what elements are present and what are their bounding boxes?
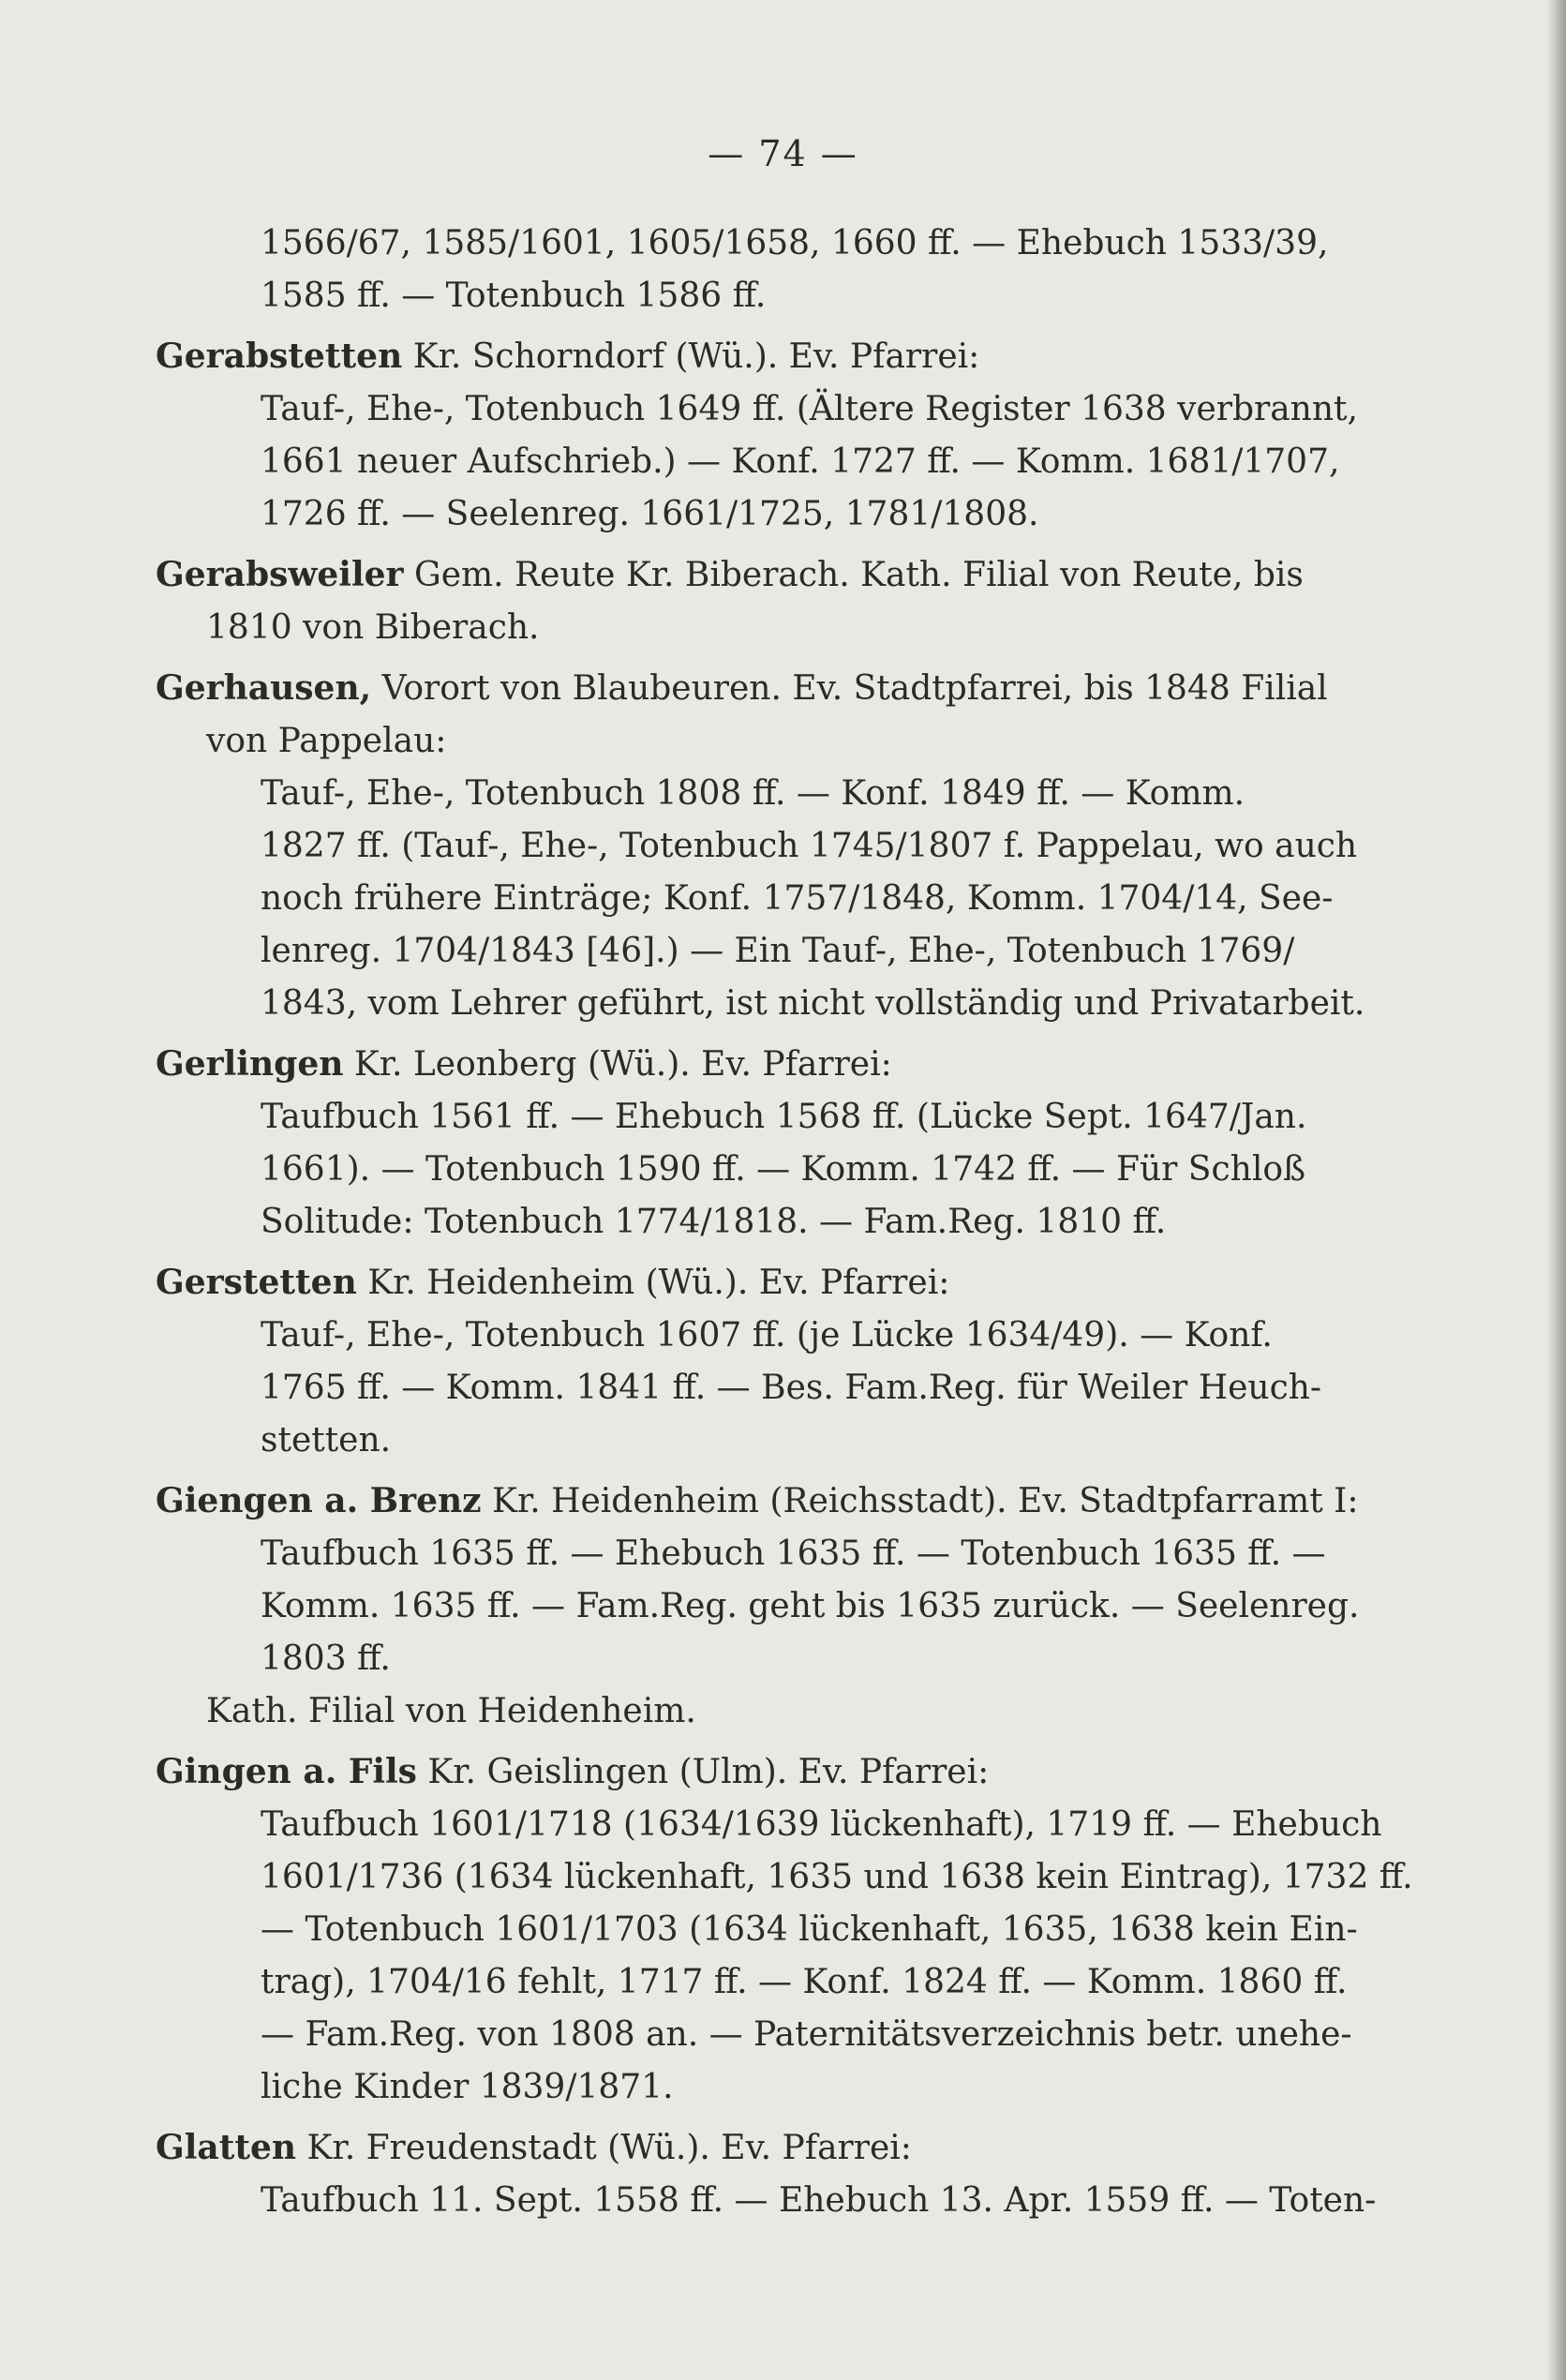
page-number: — 74 — bbox=[708, 133, 858, 174]
line-text: Gem. Reute Kr. Biberach. Kath. Filial von Reute, bis bbox=[413, 556, 1304, 594]
line-text: 1566/67, 1585/1601, 1605/1658, 1660 ff. — Ehebuch 1533/39, bbox=[261, 224, 1329, 262]
line-text: — Fam.Reg. von 1808 an. — Paternitätsverzeichnis betr. unehe- bbox=[261, 2015, 1352, 2054]
text-line bbox=[178, 1196, 1387, 1249]
place-name: Gingen a. Fils bbox=[156, 1752, 417, 1791]
line-text: 1585 ff. — Totenbuch 1586 ff. bbox=[261, 277, 767, 315]
line-text: 1827 ff. (Tauf-, Ehe-, Totenbuch 1745/1807 f. Pappelau, wo auch bbox=[261, 827, 1358, 865]
entry-heading-line bbox=[156, 662, 1387, 715]
text-line bbox=[178, 2175, 1387, 2227]
text-line bbox=[178, 873, 1387, 925]
place-name: Gerabsweiler bbox=[156, 555, 404, 594]
line-text: trag), 1704/16 fehlt, 1717 ff. — Konf. 1824 ff. — Komm. 1860 ff. bbox=[261, 1963, 1348, 2001]
line-text: Kr. Schorndorf (Wü.). Ev. Pfarrei: bbox=[412, 337, 980, 376]
line-text: 1661). — Totenbuch 1590 ff. — Komm. 1742 ff. — Für Schloß bbox=[261, 1150, 1306, 1189]
text-line bbox=[178, 488, 1387, 541]
text-line bbox=[178, 1685, 1387, 1738]
text-line bbox=[178, 1851, 1413, 1904]
text-line bbox=[178, 820, 1387, 873]
text-line bbox=[178, 1415, 1387, 1467]
place-name: Glatten bbox=[156, 2128, 297, 2167]
page-edge-shadow bbox=[1547, 0, 1566, 2380]
entry-heading-line bbox=[156, 548, 1387, 602]
line-text: 1601/1736 (1634 lückenhaft, 1635 und 1638 kein Eintrag), 1732 ff. bbox=[261, 1858, 1413, 1896]
line-text: Tauf-, Ehe-, Totenbuch 1649 ff. (Ältere Register 1638 verbrannt, bbox=[261, 390, 1358, 428]
line-text: 1803 ff. bbox=[261, 1639, 391, 1678]
line-text: Vorort von Blaubeuren. Ev. Stadtpfarrei, bis 1848 Filial bbox=[381, 669, 1328, 708]
line-text: Tauf-, Ehe-, Totenbuch 1808 ff. — Konf. 1849 ff. — Komm. bbox=[261, 774, 1245, 813]
line-text: Kr. Leonberg (Wü.). Ev. Pfarrei: bbox=[353, 1045, 892, 1084]
text-line bbox=[178, 217, 1387, 270]
text-line bbox=[178, 1904, 1387, 1956]
line-text: Kath. Filial von Heidenheim. bbox=[206, 1692, 696, 1730]
line-text: 1810 von Biberach. bbox=[206, 608, 540, 647]
line-text: Taufbuch 1635 ff. — Ehebuch 1635 ff. — Totenbuch 1635 ff. — bbox=[261, 1534, 1326, 1573]
text-line bbox=[178, 768, 1387, 820]
place-name: Giengen a. Brenz bbox=[156, 1481, 482, 1520]
text-line bbox=[178, 270, 1387, 322]
text-line bbox=[178, 1799, 1387, 1851]
line-text: von Pappelau: bbox=[206, 722, 447, 760]
text-line bbox=[178, 383, 1387, 436]
entry-heading-line bbox=[156, 330, 1387, 383]
entry-heading-line bbox=[156, 1038, 1387, 1091]
text-line bbox=[178, 436, 1387, 488]
entry-heading-line bbox=[156, 1256, 1387, 1310]
text-line bbox=[178, 1633, 1387, 1685]
place-name: Gerhausen, bbox=[156, 668, 372, 708]
text-line bbox=[178, 602, 1387, 654]
text-line bbox=[178, 1091, 1387, 1144]
text-line bbox=[178, 2061, 1387, 2114]
text-line bbox=[178, 2009, 1387, 2061]
text-line bbox=[178, 925, 1387, 978]
line-text: 1843, vom Lehrer geführt, ist nicht vollständig und Privatarbeit. bbox=[261, 984, 1365, 1023]
line-text: Kr. Heidenheim (Wü.). Ev. Pfarrei: bbox=[367, 1264, 950, 1302]
line-text: lenreg. 1704/1843 [46].) — Ein Tauf-, Ehe-, Totenbuch 1769/ bbox=[261, 932, 1295, 970]
line-text: Tauf-, Ehe-, Totenbuch 1607 ff. (je Lücke 1634/49). — Konf. bbox=[261, 1316, 1273, 1355]
place-name: Gerabstetten bbox=[156, 337, 403, 376]
text-line bbox=[178, 1580, 1387, 1633]
line-text: Solitude: Totenbuch 1774/1818. — Fam.Reg. 1810 ff. bbox=[261, 1203, 1167, 1241]
place-name: Gerlingen bbox=[156, 1044, 344, 1084]
entry-heading-line bbox=[156, 1745, 1387, 1799]
text-line bbox=[178, 1310, 1387, 1362]
line-text: Taufbuch 11. Sept. 1558 ff. — Ehebuch 13. Apr. 1559 ff. — Toten- bbox=[261, 2181, 1377, 2220]
line-text: noch frühere Einträge; Konf. 1757/1848, Komm. 1704/14, See- bbox=[261, 879, 1334, 918]
line-text: Kr. Heidenheim (Reichsstadt). Ev. Stadtpfarramt I: bbox=[492, 1482, 1359, 1520]
line-text: stetten. bbox=[261, 1421, 392, 1459]
text-line bbox=[178, 1362, 1387, 1415]
text-line bbox=[178, 978, 1387, 1030]
register-text bbox=[156, 217, 1413, 2227]
text-line bbox=[178, 1956, 1387, 2009]
entry-heading-line bbox=[156, 1474, 1387, 1528]
text-line bbox=[178, 715, 1387, 768]
text-line bbox=[178, 1144, 1387, 1196]
line-text: 1726 ff. — Seelenreg. 1661/1725, 1781/1808. bbox=[261, 495, 1039, 533]
line-text: Komm. 1635 ff. — Fam.Reg. geht bis 1635 zurück. — Seelenreg. bbox=[261, 1587, 1360, 1625]
line-text: Kr. Freudenstadt (Wü.). Ev. Pfarrei: bbox=[306, 2129, 912, 2167]
line-text: Taufbuch 1601/1718 (1634/1639 lückenhaft), 1719 ff. — Ehebuch bbox=[261, 1805, 1382, 1844]
entry-heading-line bbox=[156, 2121, 1387, 2175]
line-text: 1765 ff. — Komm. 1841 ff. — Bes. Fam.Reg. für Weiler Heuch- bbox=[261, 1369, 1322, 1407]
place-name: Gerstetten bbox=[156, 1263, 357, 1302]
line-text: Kr. Geislingen (Ulm). Ev. Pfarrei: bbox=[427, 1753, 990, 1791]
line-text: 1661 neuer Aufschrieb.) — Konf. 1727 ff. — Komm. 1681/1707, bbox=[261, 442, 1340, 481]
line-text: Taufbuch 1561 ff. — Ehebuch 1568 ff. (Lücke Sept. 1647/Jan. bbox=[261, 1098, 1307, 1136]
line-text: liche Kinder 1839/1871. bbox=[261, 2068, 674, 2106]
line-text: — Totenbuch 1601/1703 (1634 lückenhaft, 1635, 1638 kein Ein- bbox=[261, 1910, 1358, 1949]
text-line bbox=[178, 1528, 1387, 1580]
